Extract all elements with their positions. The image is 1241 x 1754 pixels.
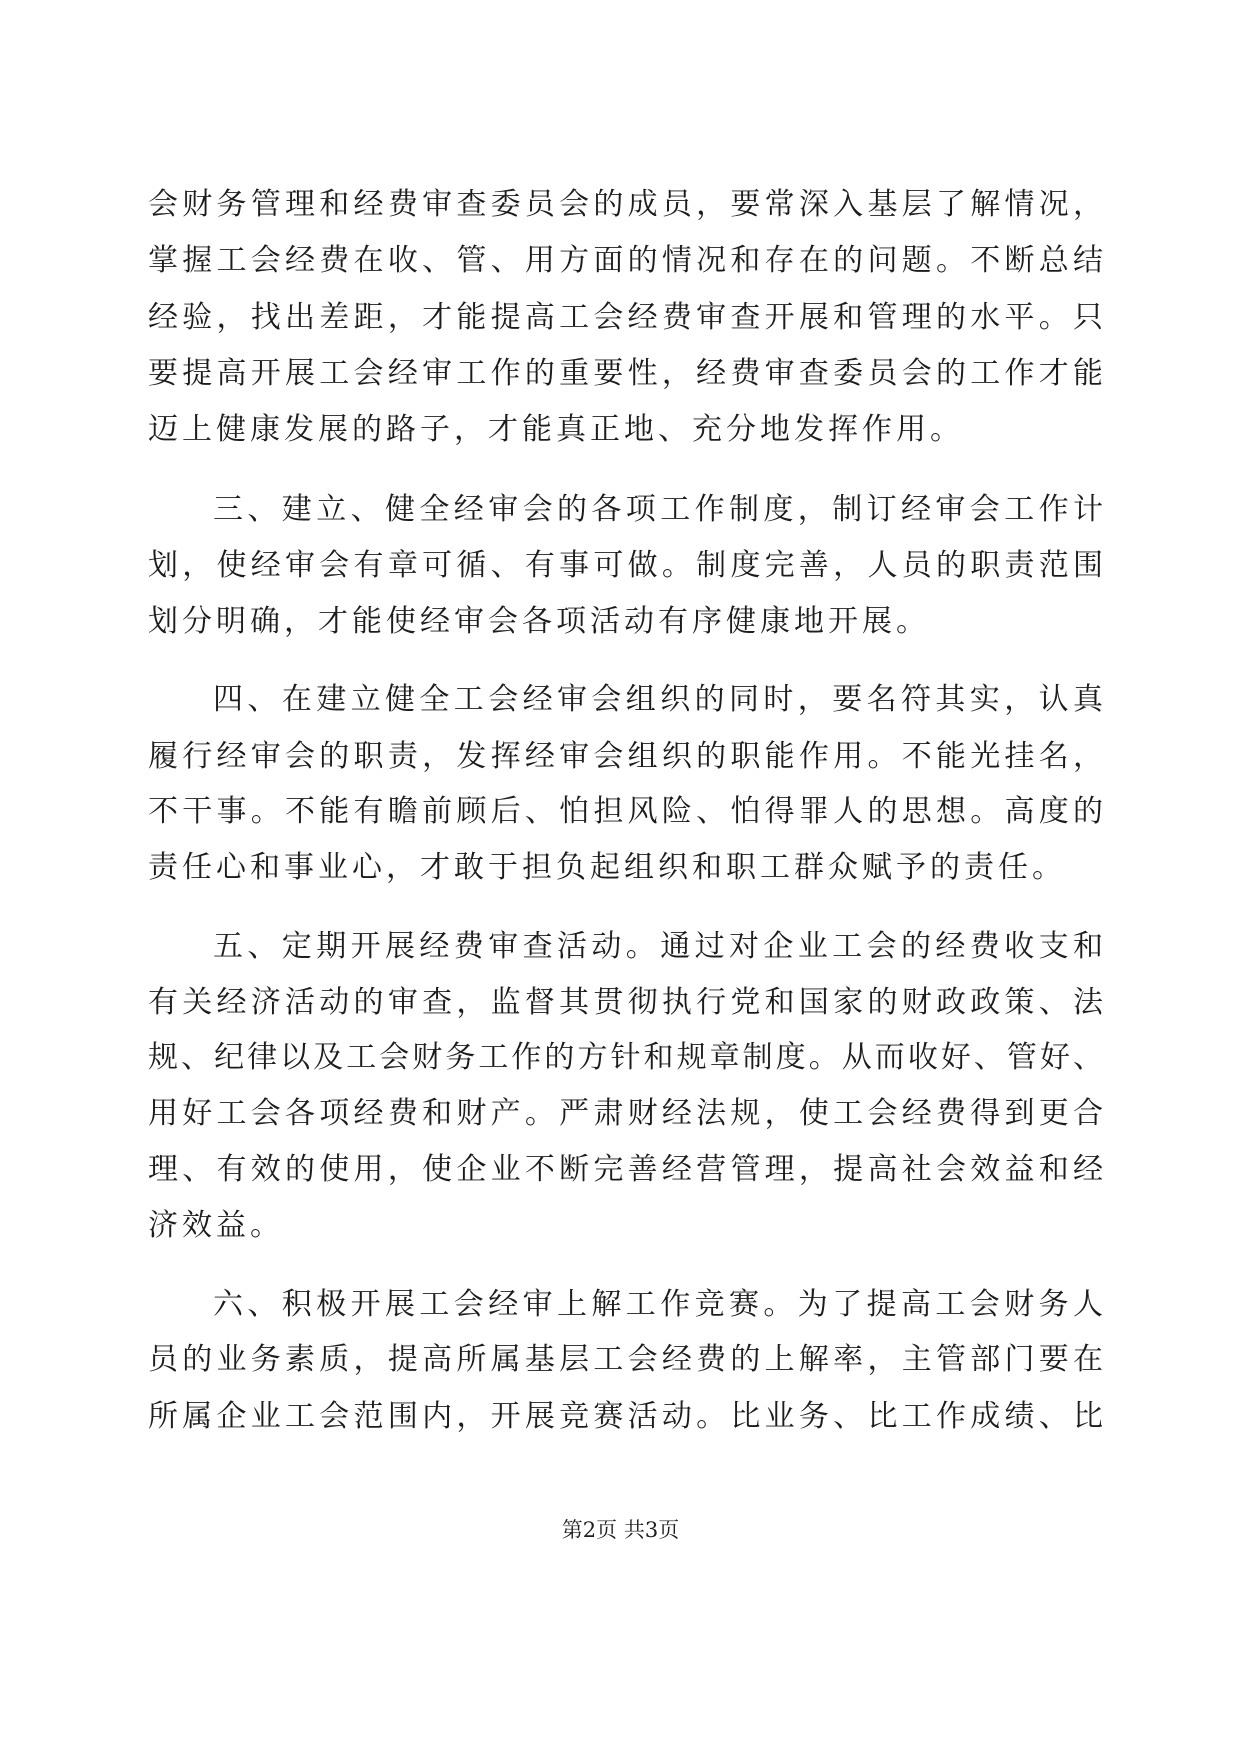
paragraph-line: 六、积极开展工会经审上解工作竞赛。为了提高工会财务人	[213, 1287, 1103, 1322]
paragraph-line: 规、纪律以及工会财务工作的方针和规章制度。从而收好、管好、	[148, 1040, 1103, 1075]
paragraph-line: 理、有效的使用，使企业不断完善经营管理，提高社会效益和经	[148, 1152, 1103, 1187]
paragraph-line: 员的业务素质，提高所属基层工会经费的上解率，主管部门要在	[148, 1342, 1103, 1377]
paragraph-line: 所属企业工会范围内，开展竞赛活动。比业务、比工作成绩、比	[148, 1399, 1103, 1434]
paragraph-line: 划分明确，才能使经审会各项活动有序健康地开展。	[148, 604, 930, 639]
paragraph-line: 不干事。不能有瞻前顾后、怕担风险、怕得罪人的思想。高度的	[148, 794, 1103, 829]
paragraph-line: 经验，找出差距，才能提高工会经费审查开展和管理的水平。只	[148, 300, 1103, 335]
paragraph-line: 济效益。	[148, 1208, 284, 1243]
paragraph-line: 迈上健康发展的路子，才能真正地、充分地发挥作用。	[148, 412, 964, 447]
paragraph-line: 划，使经审会有章可循、有事可做。制度完善，人员的职责范围	[148, 548, 1103, 583]
page-footer: 第2页 共3页	[561, 1518, 680, 1542]
paragraph-line: 要提高开展工会经审工作的重要性，经费审查委员会的工作才能	[148, 356, 1103, 391]
paragraph-line: 履行经审会的职责，发挥经审会组织的职能作用。不能光挂名，	[148, 739, 1103, 774]
paragraph-line: 掌握工会经费在收、管、用方面的情况和存在的问题。不断总结	[148, 243, 1103, 278]
paragraph-line: 五、定期开展经费审查活动。通过对企业工会的经费收支和	[213, 929, 1103, 964]
paragraph-line: 会财务管理和经费审查委员会的成员，要常深入基层了解情况，	[148, 187, 1103, 222]
paragraph-line: 有关经济活动的审查，监督其贯彻执行党和国家的财政政策、法	[148, 985, 1103, 1020]
paragraph-line: 责任心和事业心，才敢于担负起组织和职工群众赋予的责任。	[148, 850, 1066, 885]
paragraph-line: 四、在建立健全工会经审会组织的同时，要名符其实，认真	[213, 682, 1103, 717]
paragraph-line: 用好工会各项经费和财产。严肃财经法规，使工会经费得到更合	[148, 1096, 1103, 1131]
paragraph-line: 三、建立、健全经审会的各项工作制度，制订经审会工作计	[213, 492, 1103, 527]
